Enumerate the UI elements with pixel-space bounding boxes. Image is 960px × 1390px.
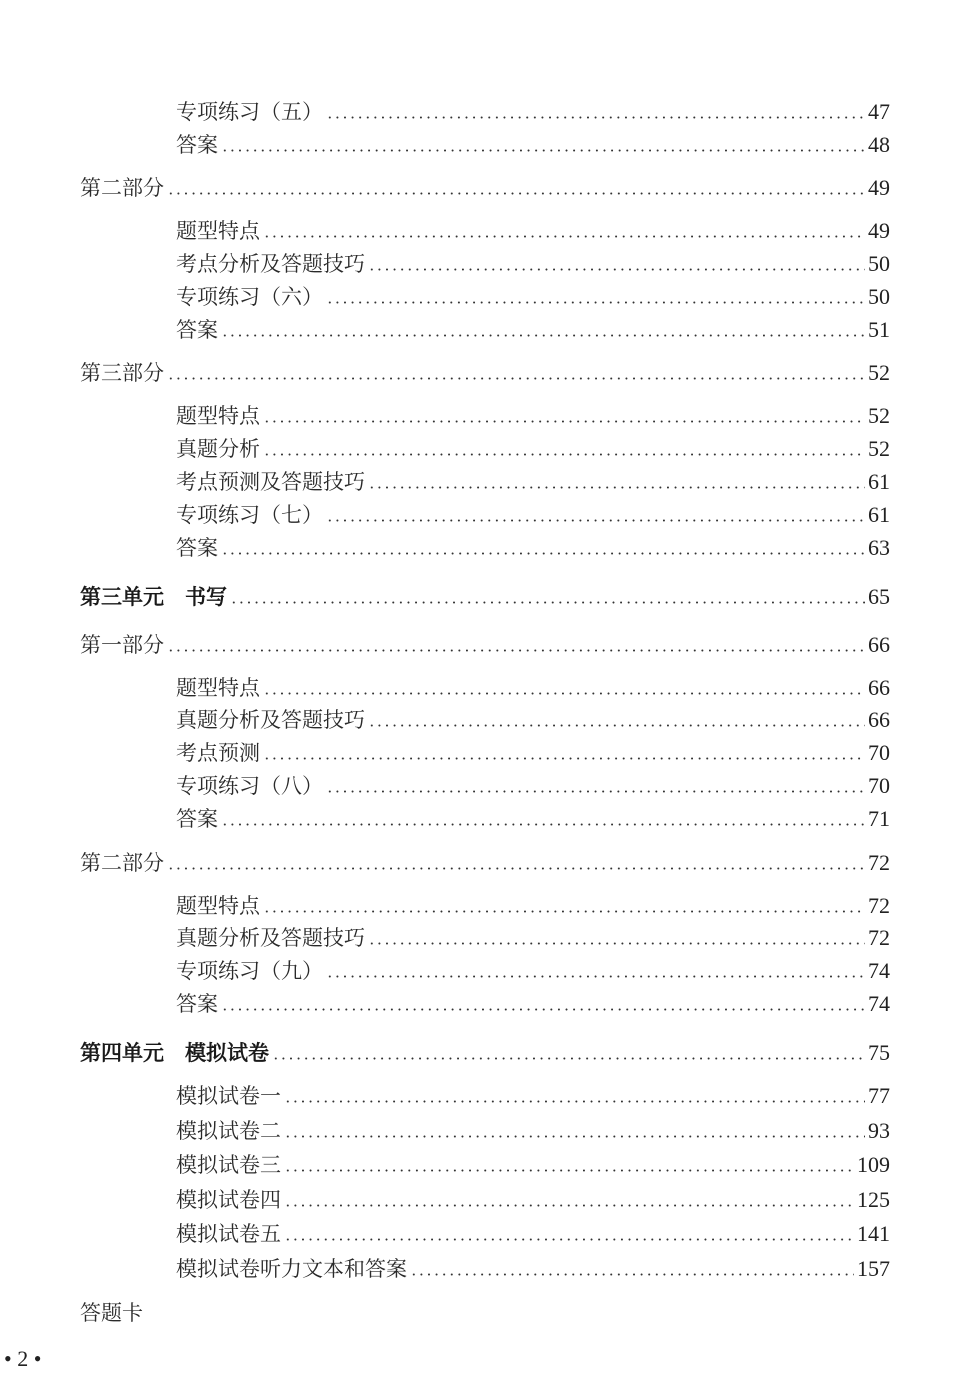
dot-leader (284, 1169, 854, 1172)
toc-entry-page: 74 (868, 958, 890, 983)
dot-leader (326, 116, 865, 119)
toc-entry-page: 70 (868, 773, 890, 798)
dot-leader (284, 1238, 854, 1241)
dot-leader (230, 601, 865, 604)
dot-leader (221, 823, 865, 826)
dot-leader (221, 149, 865, 152)
toc-entry[interactable] (0, 466, 960, 496)
toc-entry-title: 答案 (176, 318, 218, 342)
toc-entry-page: 61 (868, 469, 890, 494)
toc-entry-page: 93 (868, 1118, 890, 1143)
toc-entry-title: 考点预测 (176, 741, 260, 765)
dot-leader (368, 942, 865, 945)
toc-entry[interactable] (0, 248, 960, 278)
toc-entry[interactable] (0, 96, 960, 126)
toc-entry-title: 题型特点 (176, 404, 260, 428)
toc-entry[interactable] (0, 704, 960, 734)
toc-entry-page: 71 (868, 806, 890, 831)
toc-entry[interactable] (0, 672, 960, 702)
dot-leader (368, 724, 865, 727)
toc-entry-page: 63 (868, 535, 890, 560)
toc-entry[interactable] (0, 1184, 960, 1214)
toc-entry-page: 77 (868, 1083, 890, 1108)
toc-part-heading[interactable] (0, 172, 960, 202)
toc-entry-page: 66 (868, 675, 890, 700)
toc-entry-page: 141 (857, 1221, 890, 1246)
toc-entry-title: 第三单元 书写 (80, 585, 227, 609)
toc-entry-title: 考点预测及答题技巧 (176, 470, 365, 494)
toc-entry-title: 真题分析 (176, 437, 260, 461)
toc-entry-title: 题型特点 (176, 676, 260, 700)
dot-leader (326, 790, 865, 793)
toc-entry-title: 模拟试卷五 (176, 1222, 281, 1246)
dot-leader (272, 1057, 865, 1060)
toc-entry-title: 第三部分 (80, 361, 164, 385)
toc-entry-page: 66 (868, 632, 890, 657)
toc-part-heading[interactable] (0, 357, 960, 387)
dot-leader (368, 486, 865, 489)
toc-entry-title: 专项练习（七） (176, 503, 323, 527)
toc-part-heading[interactable] (0, 847, 960, 877)
toc-entry[interactable] (0, 1253, 960, 1283)
dot-leader (326, 519, 865, 522)
toc-entry[interactable] (0, 988, 960, 1018)
toc-entry-title: 模拟试卷听力文本和答案 (176, 1257, 407, 1281)
toc-entry-title: 考点分析及答题技巧 (176, 252, 365, 276)
toc-entry-title: 第二部分 (80, 176, 164, 200)
dot-leader (167, 377, 865, 380)
toc-entry-page: 75 (868, 1040, 890, 1065)
dot-leader (263, 235, 865, 238)
toc-entry-title: 真题分析及答题技巧 (176, 708, 365, 732)
toc-entry-title: 答案 (176, 133, 218, 157)
toc-entry[interactable] (0, 314, 960, 344)
toc-entry-page: 49 (868, 175, 890, 200)
toc-entry-title: 模拟试卷一 (176, 1084, 281, 1108)
toc-entry-title: 答题卡 (80, 1301, 143, 1325)
toc-entry[interactable] (0, 803, 960, 833)
toc-entry-title: 模拟试卷二 (176, 1119, 281, 1143)
toc-entry-title: 专项练习（八） (176, 774, 323, 798)
toc-entry[interactable] (0, 922, 960, 952)
toc-entry[interactable] (0, 1149, 960, 1179)
toc-entry-page: 70 (868, 740, 890, 765)
toc-entry-page: 52 (868, 403, 890, 428)
toc-entry-page: 72 (868, 893, 890, 918)
toc-entry-page: 65 (868, 584, 890, 609)
toc-part-heading[interactable] (0, 629, 960, 659)
toc-entry-title: 专项练习（五） (176, 100, 323, 124)
toc-entry[interactable] (0, 215, 960, 245)
toc-entry[interactable] (0, 737, 960, 767)
dot-leader (284, 1135, 865, 1138)
toc-entry-page: 74 (868, 991, 890, 1016)
dot-leader (368, 268, 865, 271)
toc-entry-page: 125 (857, 1187, 890, 1212)
toc-answer-sheet-entry[interactable] (0, 1297, 960, 1327)
toc-entry-title: 答案 (176, 992, 218, 1016)
toc-unit-heading[interactable] (0, 581, 960, 611)
toc-entry-page: 72 (868, 850, 890, 875)
toc-entry-title: 模拟试卷三 (176, 1153, 281, 1177)
toc-entry[interactable] (0, 499, 960, 529)
dot-leader (167, 192, 865, 195)
page-number-footer: • 2 • (4, 1346, 42, 1371)
dot-leader (263, 757, 865, 760)
toc-entry-page: 49 (868, 218, 890, 243)
toc-entry[interactable] (0, 400, 960, 430)
toc-entry[interactable] (0, 955, 960, 985)
toc-entry[interactable] (0, 1080, 960, 1110)
toc-entry-page: 66 (868, 707, 890, 732)
toc-entry-page: 51 (868, 317, 890, 342)
toc-entry-page: 61 (868, 502, 890, 527)
toc-entry[interactable] (0, 129, 960, 159)
toc-entry[interactable] (0, 770, 960, 800)
dot-leader (284, 1100, 865, 1103)
toc-entry[interactable] (0, 1115, 960, 1145)
dot-leader (167, 867, 865, 870)
dot-leader (221, 1008, 865, 1011)
toc-entry-page: 72 (868, 925, 890, 950)
toc-entry[interactable] (0, 1218, 960, 1248)
toc-entry-title: 答案 (176, 536, 218, 560)
dot-leader (221, 334, 865, 337)
toc-entry[interactable] (0, 281, 960, 311)
toc-entry-title: 专项练习（九） (176, 959, 323, 983)
toc-entry-title: 题型特点 (176, 894, 260, 918)
toc-entry-title: 第一部分 (80, 633, 164, 657)
toc-entry-page: 157 (857, 1256, 890, 1281)
toc-entry[interactable] (0, 433, 960, 463)
toc-entry-title: 专项练习（六） (176, 285, 323, 309)
dot-leader (410, 1273, 854, 1276)
toc-unit-heading[interactable] (0, 1037, 960, 1067)
dot-leader (326, 301, 865, 304)
dot-leader (326, 975, 865, 978)
toc-entry-page: 50 (868, 251, 890, 276)
dot-leader (284, 1204, 854, 1207)
toc-entry-title: 真题分析及答题技巧 (176, 926, 365, 950)
toc-entry-title: 题型特点 (176, 219, 260, 243)
toc-entry-title: 答案 (176, 807, 218, 831)
toc-entry-title: 第四单元 模拟试卷 (80, 1041, 269, 1065)
dot-leader (167, 649, 865, 652)
dot-leader (263, 420, 865, 423)
toc-entry-page: 52 (868, 360, 890, 385)
toc-entry-title: 模拟试卷四 (176, 1188, 281, 1212)
toc-entry-page: 109 (857, 1152, 890, 1177)
dot-leader (263, 453, 865, 456)
dot-leader (263, 692, 865, 695)
toc-entry-title: 第二部分 (80, 851, 164, 875)
dot-leader (263, 910, 865, 913)
toc-entry-page: 47 (868, 99, 890, 124)
toc-entry-page: 52 (868, 436, 890, 461)
toc-entry[interactable] (0, 532, 960, 562)
dot-leader (221, 552, 865, 555)
toc-entry[interactable] (0, 890, 960, 920)
toc-entry-page: 48 (868, 132, 890, 157)
toc-entry-page: 50 (868, 284, 890, 309)
